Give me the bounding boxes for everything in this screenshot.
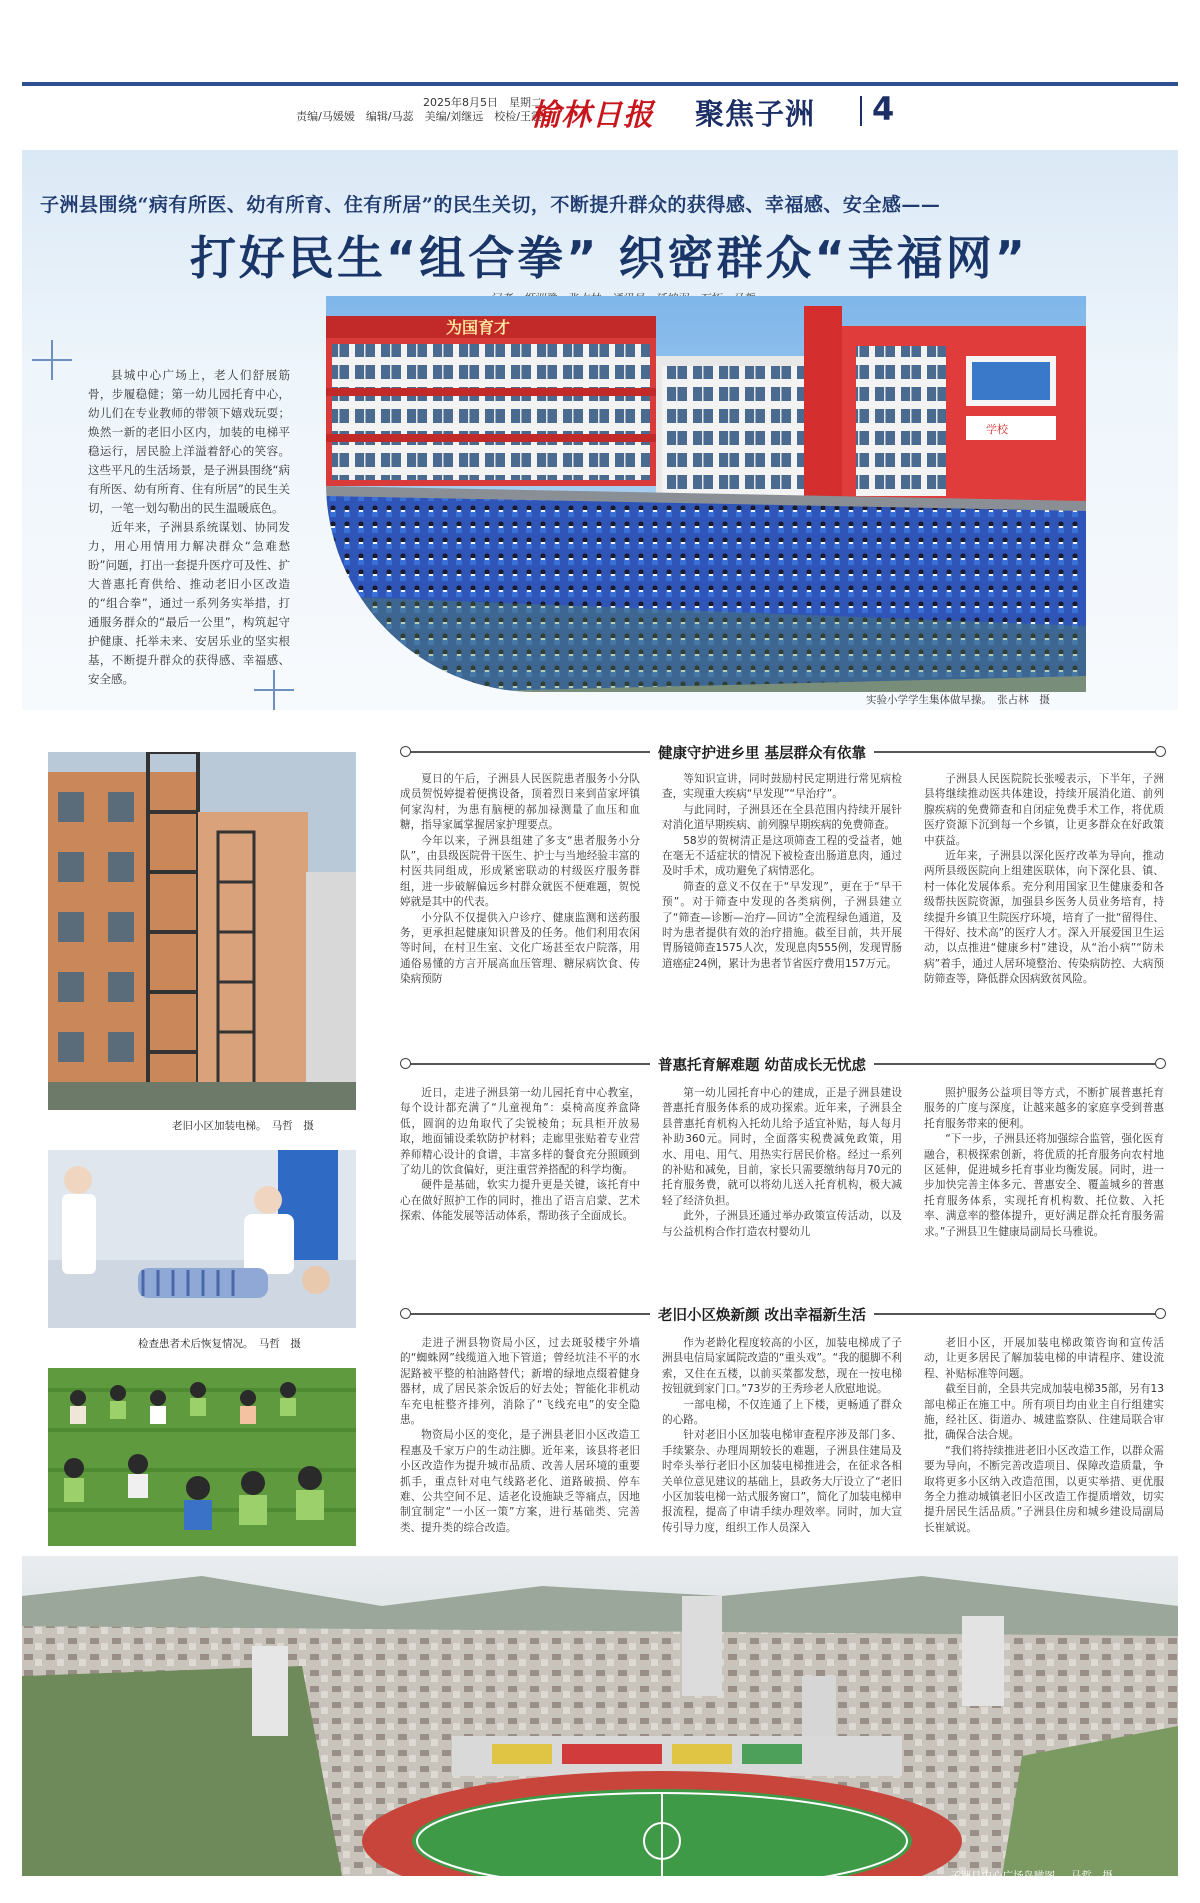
page-number: 4 xyxy=(872,90,895,128)
paragraph: 58岁的贺树清正是这项筛查工程的受益者，她在毫无不适症状的情况下被检查出肠道息肉，通过及时手术，成功避免了病情恶化。 xyxy=(662,834,902,878)
intro-paragraph: 县城中心广场上，老人们舒展筋骨，步履稳健；第一幼儿园托育中心，幼儿们在专业教师的带领下嬉戏玩耍；焕然一新的老旧小区内，加装的电梯平稳运行，居民脸上洋溢着舒心的笑容。这些平凡的生活场景，是子洲县围绕“病有所医、幼有所育、住有所居”的民生关切，一笔一划勾勒出的民生温暖底色。 xyxy=(88,368,290,515)
aerial-caption: 子洲县中心广场鸟瞰图。 马哲 摄 xyxy=(950,1870,1113,1882)
paragraph: 物资局小区的变化，是子洲县老旧小区改造工程惠及千家万户的生动注脚。近年来，该县将老旧小区改造作为提升城市品质、改善人居环境的重要抓手，重点针对电气线路老化、道路破损、停车难、公共空间不足、适老化设施缺乏等痛点，因地制宜制定“一小区一策”方案，进行基础类、完善类、提升类的综合改造。 xyxy=(400,1429,640,1534)
paragraph: 与此同时，子洲县还在全县范围内持续开展针对消化道早期疾病、前列腺早期疾病的免费筛查。 xyxy=(662,803,902,832)
paragraph: 老旧小区，开展加装电梯政策咨询和宣传活动，让更多居民了解加装电梯的申请程序、建设流程、补贴标准等问题。 xyxy=(924,1337,1164,1380)
section-heading: 老旧小区焕新颜 改出幸福新生活 xyxy=(650,1304,874,1325)
paragraph: 硬件是基础，软实力提升更是关键，该托育中心在做好照护工作的同时，推出了语言启蒙、艺术探索、体能发展等活动体系，帮助孩子全面成长。 xyxy=(400,1179,640,1223)
paragraph: 今年以来，子洲县组建了多支“患者服务小分队”，由县级医院骨干医生、护士与当地经验丰富的村医共同组成，形成紧密联动的村级医疗服务群组，进一步破解偏远乡村群众就医不便难题，贺悦婷就是其中的代表。 xyxy=(400,834,640,909)
intro-paragraph: 近年来，子洲县系统谋划、协同发力，用心用情用力解决群众“急难愁盼”问题，打出一套提升医疗可及性、扩大普惠托育供给、推动老旧小区改造的“组合拳”，通过一系列务实举措，打通服务群众的“最后一公里”，构筑起守护健康、托举未来、安居乐业的坚实根基，不断提升群众的获得感、幸福感、安全感。 xyxy=(88,520,290,686)
hospital-caption: 检查患者术后恢复情况。 马哲 摄 xyxy=(138,1338,301,1350)
top-rule xyxy=(22,82,1178,86)
childcare-image xyxy=(48,1368,356,1546)
elevator-image xyxy=(48,752,356,1110)
section-heading: 普惠托育解难题 幼苗成长无忧虑 xyxy=(650,1054,874,1075)
paragraph: “下一步，子洲县还将加强综合监管，强化医育融合，积极探索创新，将优质的托育服务向农村地区延伸，促进城乡托育事业均衡发展。同时，进一步加快完善主体多元、普惠安全、覆盖城乡的普惠托育服务体系，实现托育机构数、托位数、入托率、满意率的整体提升，更好满足群众托育服务需求。”子洲县卫生健康局副局长马雅说。 xyxy=(924,1133,1164,1238)
issue-date: 2025年8月5日 星期二 xyxy=(423,96,542,109)
childcare-photo xyxy=(48,1368,356,1546)
building-banner: 为国育才 xyxy=(446,318,511,337)
section-rule-dot xyxy=(400,1308,411,1319)
elevator-photo xyxy=(48,752,356,1110)
paragraph: 照护服务公益项目等方式，不断扩展普惠托育服务的广度与深度，让越来越多的家庭享受到普惠托育服务带来的便利。 xyxy=(924,1087,1164,1130)
crosshair-decoration xyxy=(32,340,72,380)
section-header-health xyxy=(400,742,1166,762)
article-column xyxy=(924,1086,1164,1300)
hero-subtitle: 子洲县围绕“病有所医、幼有所育、住有所居”的民生关切，不断提升群众的获得感、幸福感、安全感—— xyxy=(40,194,941,216)
paragraph: 此外，子洲县还通过举办政策宣传活动，以及与公益机构合作打造农村婴幼儿 xyxy=(662,1210,902,1238)
paragraph: 作为老龄化程度较高的小区，加装电梯成了子洲县电信局家属院改造的“重头戏”。“我的腿脚不利索，又住在五楼，以前买菜都发愁，现在一按电梯按钮就到家门口。”73岁的王秀珍老人欣慰地说。 xyxy=(662,1337,902,1396)
paragraph: 走进子洲县物资局小区，过去斑驳楼宇外墙的“蜘蛛网”线缆道入地下管道；曾经坑洼不平的水泥路被平整的柏油路替代；新增的绿地点缀着健身器材，成了居民茶余饭后的好去处；智能化非机动车充电桩整齐排列，消除了“飞线充电”的安全隐患。 xyxy=(400,1337,640,1427)
section-header-housing xyxy=(400,1304,1166,1324)
section-rule-dot xyxy=(400,746,411,757)
section-title: 聚焦子洲 xyxy=(695,97,816,131)
paragraph: 一部电梯，不仅连通了上下楼，更畅通了群众的心路。 xyxy=(662,1398,902,1427)
elevator-caption: 老旧小区加装电梯。 马哲 摄 xyxy=(172,1120,314,1132)
building-sign: 学校 xyxy=(986,423,1008,436)
intro-text xyxy=(88,366,290,689)
article-column xyxy=(400,1336,640,1554)
section-rule-dot xyxy=(1155,1058,1166,1069)
hero-photo-caption: 实验小学学生集体做早操。 张占林 摄 xyxy=(866,694,1050,706)
header-meta xyxy=(262,96,542,124)
paragraph: 近日，走进子洲县第一幼儿园托育中心教室，每个设计都充满了“儿童视角”：桌椅高度养盒降低，圆润的边角取代了尖锐棱角；玩具柜开放易取，地面铺设柔软防护材料；走廊里张贴着专业营养师精心设计的食谱，丰富多样的餐食充分照顾到了幼儿的饮食偏好，更注重营养搭配的科学均衡。 xyxy=(400,1087,640,1177)
section-header-childcare xyxy=(400,1054,1166,1074)
paragraph: 筛查的意义不仅在于“早发现”，更在于“早干预”。对于筛查中发现的各类病例，子洲县建立了“筛查—诊断—治疗—回访”全流程绿色通道，及时为患者提供有效的治疗措施。截至目前，共开展胃肠镜筛查1575人次，发现息肉555例，发现胃肠道癌症24例，累计为患者节省医疗费用157万元。 xyxy=(662,880,902,970)
paragraph: 针对老旧小区加装电梯审查程序涉及部门多、手续繁杂、办理周期较长的难题，子洲县住建局及时牵头举行老旧小区加装电梯推进会，在征求各相关单位意见建议的基础上，县政务大厅设立了“老旧小区加装电梯一站式服务窗口”，简化了加装电梯申报流程，提高了申请手续办理效率。同时，加大宣传引导力度，组织工作人员深入 xyxy=(662,1429,902,1534)
section-rule-dot xyxy=(1155,1308,1166,1319)
paragraph: 小分队不仅提供入户诊疗、健康监测和送药服务，更承担起健康知识普及的任务。他们利用农闲等时间，在村卫生室、文化广场甚至农户院落，用通俗易懂的方言开展高血压管理、糖尿病饮食、传染病预防 xyxy=(400,911,640,986)
aerial-image xyxy=(22,1556,1178,1876)
editor-credits: 责编/马媛媛 编辑/马蕊 美编/刘继远 校检/王震 xyxy=(296,110,542,123)
article-column xyxy=(924,772,1164,1042)
article-column xyxy=(662,1336,902,1554)
paragraph: 子洲县人民医院院长张嗳表示，下半年，子洲县将继续推动医共体建设，持续开展消化道、前列腺疾病的免费筛查和自闭症免费手术工作，将优质医疗资源下沉到每一个乡镇，让更多群众在好政策中获益。 xyxy=(924,773,1164,847)
paragraph: 近年来，子洲县以深化医疗改革为导向，推动两所县级医院向上组建医联体，向下深化县、镇、村一体化发展体系。充分利用国家卫生健康委和各级帮扶医院资源，加强县乡医务人员业务培育，持续提升乡镇卫生院医疗环境，培育了一批“留得住、干得好、技术高”的医疗人才。深入开展爱国卫生运动，以点推进“健康乡村”建设，从“治小病”“防未病”着手，通过人居环境整治、传染病防控、大病预防筛查等，降低群众因病致贫风险。 xyxy=(924,850,1164,986)
header-divider xyxy=(860,96,862,126)
paragraph: 第一幼儿园托育中心的建成，正是子洲县建设普惠托育服务体系的成功探索。近年来，子洲县全县普惠托育机构入托幼儿给予适宜补贴，每人每月补助360元。同时，全面落实税费减免政策，用水、用电、用气、用热实行居民价格。经过一系列的补贴和减免，目前，家长只需要缴纳每月70元的托育服务费，就可以将幼儿送入托育机构，极大减轻了经济负担。 xyxy=(662,1087,902,1207)
aerial-photo xyxy=(22,1556,1178,1876)
section-rule-dot xyxy=(1155,746,1166,757)
paragraph: 等知识宣讲，同时鼓励村民定期进行常见病检查，实现重大疾病“早发现”“早治疗”。 xyxy=(662,773,902,801)
section-rule-dot xyxy=(400,1058,411,1069)
hospital-photo xyxy=(48,1150,356,1328)
article-column xyxy=(662,1086,902,1300)
section-heading: 健康守护进乡里 基层群众有依靠 xyxy=(650,742,874,763)
newspaper-masthead: 榆林日报 xyxy=(530,98,654,133)
article-column xyxy=(400,772,640,1042)
paragraph: 夏日的午后，子洲县人民医院患者服务小分队成员贺悦婷提着便携设备，顶着烈日来到苗家坪镇何家沟村，为患有脑梗的郝加禄测量了血压和血糖，指导家属掌握居家护理要点。 xyxy=(400,773,640,832)
hero-panel xyxy=(22,150,1178,710)
hero-headline: 打好民生“组合拳” 织密群众“幸福网” xyxy=(190,231,1028,285)
hospital-image xyxy=(48,1150,356,1328)
school-exercise-photo xyxy=(326,296,1086,692)
school-exercise-image xyxy=(326,296,1086,692)
paragraph: 截至目前，全县共完成加装电梯35部，另有13部电梯正在施工中。所有项目均由业主自行组建实施，经社区、街道办、城建监察队、住建局联合审批，确保合法合规。 xyxy=(924,1383,1164,1442)
article-column xyxy=(400,1086,640,1300)
article-column xyxy=(662,772,902,1042)
article-column xyxy=(924,1336,1164,1554)
paragraph: “我们将持续推进老旧小区改造工作，以群众需要为导向，不断完善改造项目、保障改造质量，争取将更多小区纳入改造范围，以更实举措、更优服务全力推动城镇老旧小区改造工作提质增效，切实提升居民生活品质。”子洲县住房和城乡建设局副局长崔斌说。 xyxy=(924,1444,1164,1534)
